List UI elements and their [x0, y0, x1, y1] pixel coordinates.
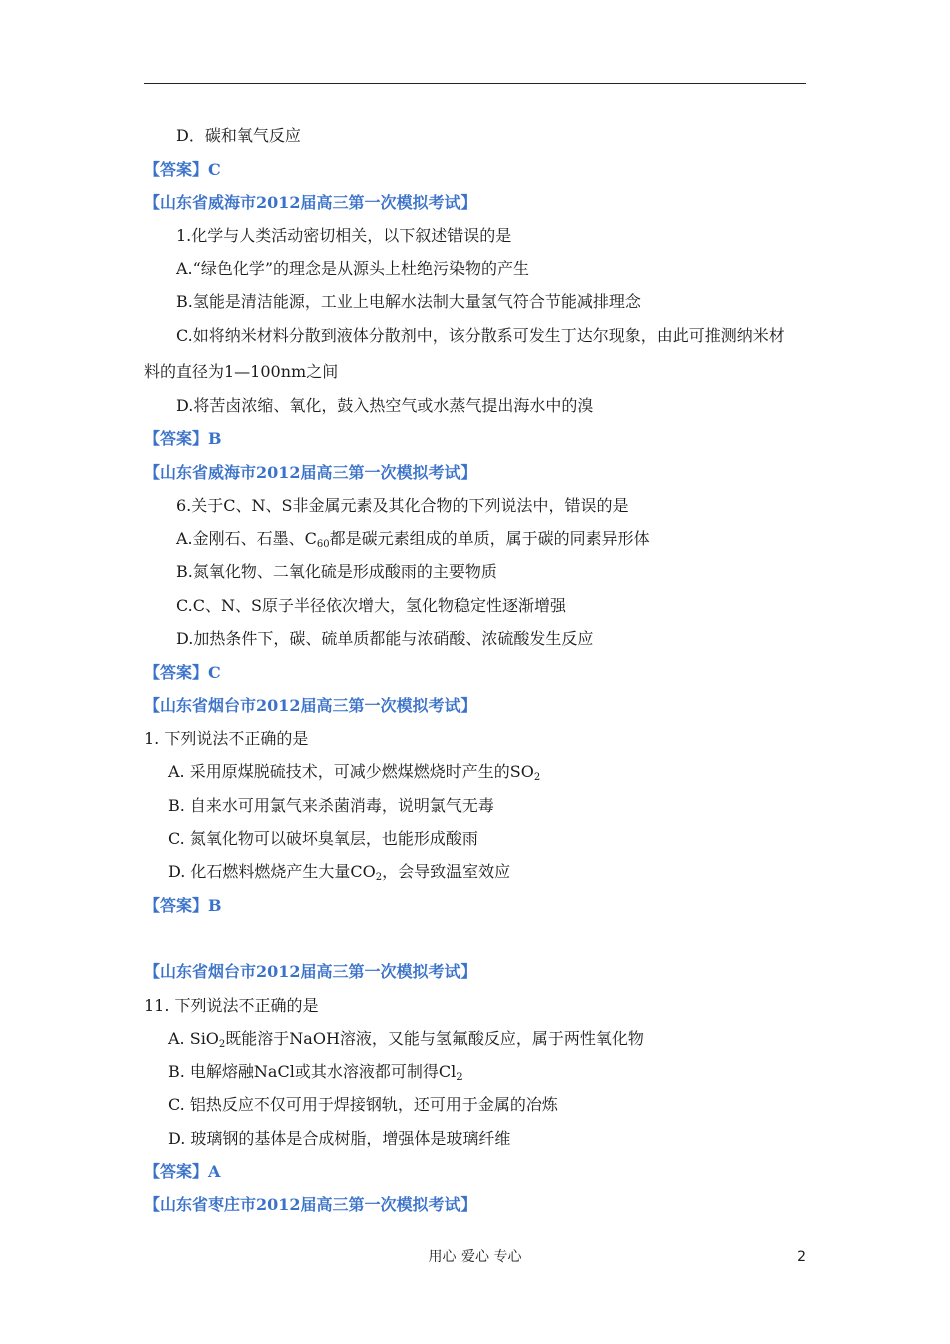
subscript: 2 [218, 1039, 226, 1050]
option-c: C. 铝热反应不仅可用于焊接钢轨，还可用于金属的冶炼 [168, 1095, 558, 1114]
option-text: B. 电解熔融NaCl或其水溶液都可制得Cl [168, 1062, 457, 1081]
source-heading: 【山东省烟台市2012届高三第一次模拟考试】 [144, 962, 477, 981]
option-d: D. 玻璃钢的基体是合成树脂，增强体是玻璃纤维 [168, 1129, 511, 1148]
option-c: C.C、N、S原子半径依次增大，氢化物稳定性逐渐增强 [176, 596, 566, 615]
option-b [168, 1061, 463, 1089]
option-a [168, 761, 540, 789]
option-d: D.将苦卤浓缩、氧化，鼓入热空气或水蒸气提出海水中的溴 [176, 396, 594, 415]
source-heading: 【山东省威海市2012届高三第一次模拟考试】 [144, 463, 477, 482]
option-a: A.“绿色化学”的理念是从源头上杜绝污染物的产生 [176, 259, 530, 278]
answer-label: 【答案】C [144, 663, 221, 682]
source-heading: 【山东省烟台市2012届高三第一次模拟考试】 [144, 696, 477, 715]
option-b: B.氢能是清洁能源，工业上电解水法制大量氢气符合节能减排理念 [176, 292, 641, 311]
option-a [168, 1028, 644, 1056]
option-text: 既能溶于NaOH溶液，又能与氢氟酸反应，属于两性氧化物 [225, 1029, 644, 1048]
answer-label: 【答案】A [144, 1162, 221, 1181]
option-d: D．碳和氧气反应 [176, 126, 301, 145]
answer-label: 【答案】B [144, 896, 222, 915]
option-text: A.金刚石、石墨、C [176, 529, 317, 548]
question-stem: 11. 下列说法不正确的是 [144, 996, 319, 1015]
subscript: 2 [533, 772, 541, 783]
answer-label: 【答案】B [144, 429, 222, 448]
subscript: 60 [316, 539, 330, 550]
option-text: A. SiO [168, 1029, 219, 1048]
option-b: B. 自来水可用氯气来杀菌消毒，说明氯气无毒 [168, 796, 494, 815]
option-a [176, 528, 650, 556]
source-heading: 【山东省威海市2012届高三第一次模拟考试】 [144, 193, 477, 212]
option-c-continued: 料的直径为1—100nm之间 [144, 362, 339, 381]
option-text: 都是碳元素组成的单质，属于碳的同素异形体 [329, 529, 650, 548]
option-b: B.氮氧化物、二氧化硫是形成酸雨的主要物质 [176, 562, 497, 581]
option-d: D.加热条件下，碳、硫单质都能与浓硝酸、浓硫酸发生反应 [176, 629, 594, 648]
question-stem: 6.关于C、N、S非金属元素及其化合物的下列说法中，错误的是 [176, 496, 629, 515]
question-stem: 1.化学与人类活动密切相关，以下叙述错误的是 [176, 226, 512, 245]
option-text: D. 化石燃料燃烧产生大量CO [168, 862, 376, 881]
option-text: A. 采用原煤脱硫技术，可减少燃煤燃烧时产生的SO [168, 762, 534, 781]
subscript: 2 [375, 872, 383, 883]
source-heading: 【山东省枣庄市2012届高三第一次模拟考试】 [144, 1195, 477, 1214]
subscript: 2 [456, 1072, 463, 1083]
header-rule [144, 83, 806, 84]
option-d [168, 861, 510, 889]
option-c: C.如将纳米材料分散到液体分散剂中，该分散系可发生丁达尔现象，由此可推测纳米材 [176, 326, 785, 345]
page-number: 2 [797, 1249, 806, 1265]
option-c: C. 氮氧化物可以破坏臭氧层，也能形成酸雨 [168, 829, 478, 848]
option-text: ，会导致温室效应 [382, 862, 511, 881]
page-footer: 用心 爱心 专心 [428, 1249, 522, 1265]
answer-label: 【答案】C [144, 160, 221, 179]
question-stem: 1. 下列说法不正确的是 [144, 729, 309, 748]
